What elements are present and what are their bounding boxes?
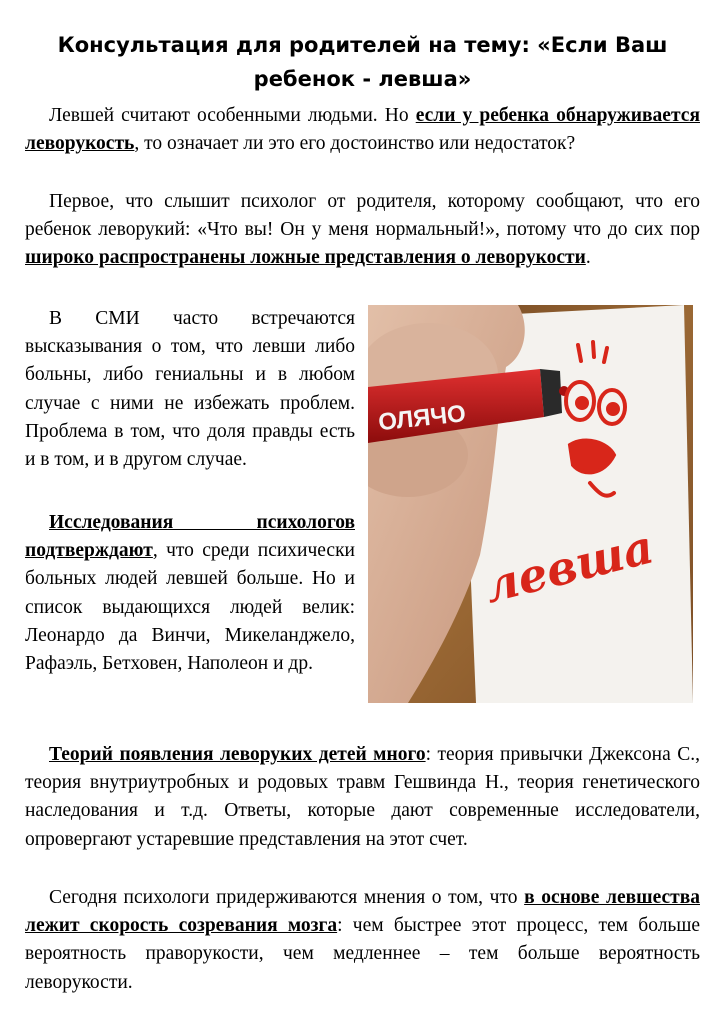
paragraph-6 xyxy=(25,884,700,997)
paragraph-2-emphasis: широко распространены ложные представления о леворукости xyxy=(25,247,586,269)
paragraph-6-emphasis: в основе левшества лежит скорость созревания мозга xyxy=(25,887,700,937)
watermark: http://fenix.ru/ xyxy=(630,690,679,699)
marker-label: ОЛЯЧО xyxy=(377,400,468,437)
paragraph-5-emphasis: Теорий появления леворуких детей много xyxy=(49,744,426,765)
paragraph-1-emphasis: если у ребенка обнаруживается леворукость xyxy=(25,105,700,155)
paragraph-5 xyxy=(25,741,700,854)
paragraph-2 xyxy=(25,188,700,273)
paragraph-1 xyxy=(25,102,700,158)
page-title: Консультация для родителей на тему: «Если Ваш ребенок - левша» xyxy=(57,33,668,91)
paragraph-3: В СМИ часто встречаются высказывания о том, что левши либо больны, либо гениальны и в любом случае с ними не избежать проблем. Проблема в том, что доля правды есть и в том, и в другом случае. xyxy=(25,308,355,471)
paragraph-4-emphasis: Исследования психологов подтверждают xyxy=(25,512,355,562)
paragraph-4-text: , что среди психически больных людей левшей больше. Но и список выдающихся людей велик: Леонардо да Винчи, Микеланджело, Рафаэль, Бетховен, Наполеон и др. xyxy=(25,540,355,675)
paragraph-1-text-end: , то означает ли это его достоинство или недостаток? xyxy=(134,133,576,155)
paragraph-6-text: Сегодня психологи придерживаются мнения о том, что xyxy=(49,887,525,908)
paragraph-4 xyxy=(25,509,355,678)
paragraph-5-text: : теория привычки Джексона С., теория внутриутробных и родовых травм Гешвинда Н., теория генетического наследования и т.д. Ответы, которые дают современные исследователи, опровергают устаревшие представления на этот счет. xyxy=(25,744,700,850)
illustration-photo xyxy=(368,305,693,703)
paragraph-6-text-end: : чем быстрее этот процесс, тем больше вероятность праворукости, чем медленнее – тем больше вероятность леворукости. xyxy=(25,915,700,993)
paragraph-2-text-end: . xyxy=(585,247,591,269)
paragraph-1-text: Левшей считают особенными людьми. Но xyxy=(49,105,416,126)
photo-drawing xyxy=(368,305,693,703)
paragraph-2-text: Первое, что слышит психолог от родителя, которому сообщают, что его ребенок леворукий: «Что вы! Он у меня нормальный!», потому что до сих пор xyxy=(25,191,700,241)
drawn-word: левша xyxy=(479,519,659,614)
